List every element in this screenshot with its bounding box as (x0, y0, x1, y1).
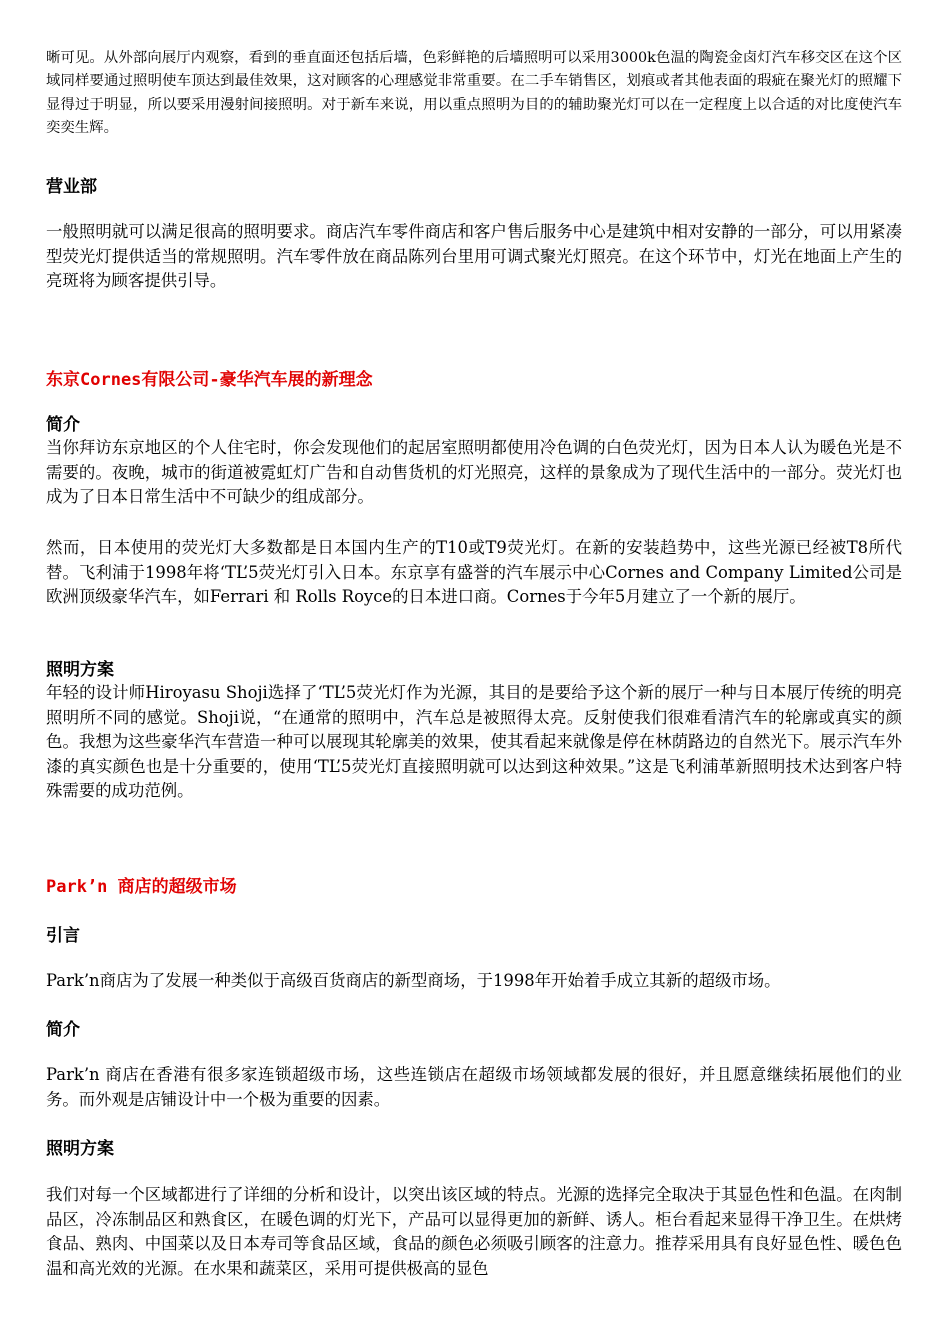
cornes-section-title: 东京Cornes有限公司-豪华汽车展的新理念 (46, 370, 373, 390)
parkn-section-title: Park’n 商店的超级市场 (46, 877, 237, 897)
cornes-lighting-heading: 照明方案 (46, 660, 114, 680)
parkn-intro-heading: 简介 (46, 1020, 80, 1040)
intro-paragraph: 晰可见。从外部向展厅内观察，看到的垂直面还包括后墙，色彩鲜艳的后墙照明可以采用3000k色温的陶瓷金卤灯汽车移交区在这个区域同样要通过照明使车顶达到最佳效果，这对顾客的心理感觉非常重要。在二手车销售区，划痕或者其他表面的瑕疵在聚光灯的照耀下显得过于明显，所以要采用漫射间接照明。对于新车来说，用以重点照明为目的的辅助聚光灯可以在一定程度上以合适的对比度使汽车奕奕生辉。 (46, 50, 902, 137)
cornes-intro-heading: 简介 (46, 415, 80, 435)
sales-dept-paragraph: 一般照明就可以满足很高的照明要求。商店汽车零件商店和客户售后服务中心是建筑中相对安静的一部分，可以用紧凑型荧光灯提供适当的常规照明。汽车零件放在商品陈列台里用可调式聚光灯照亮。在这个环节中，灯光在地面上产生的亮斑将为顾客提供引导。 (46, 222, 902, 291)
sales-dept-heading: 营业部 (46, 177, 97, 197)
parkn-intro-paragraph: Park’n 商店在香港有很多家连锁超级市场，这些连锁店在超级市场领域都发展的很好，并且愿意继续拓展他们的业务。而外观是店铺设计中一个极为重要的因素。 (46, 1065, 902, 1109)
parkn-lighting-heading: 照明方案 (46, 1139, 114, 1159)
parkn-lighting-paragraph: 我们对每一个区域都进行了详细的分析和设计，以突出该区域的特点。光源的选择完全取决于其显色性和色温。在肉制品区，冷冻制品区和熟食区，在暖色调的灯光下，产品可以显得更加的新鲜、诱人。柜台看起来显得干净卫生。在烘烤食品、熟肉、中国菜以及日本寿司等食品区域，食品的颜色必须吸引顾客的注意力。推荐采用具有良好显色性、暖色色温和高光效的光源。在水果和蔬菜区，采用可提供极高的显色 (46, 1185, 902, 1278)
cornes-intro-paragraph-2: 然而，日本使用的荧光灯大多数都是日本国内生产的T10或T9荧光灯。在新的安装趋势中，这些光源已经被T8所代替。飞利浦于1998年将‘TL’5荧光灯引入日本。东京享有盛誉的汽车展示中心Cornes and Company Limited公司是欧洲顶级豪华汽车，如Ferrari 和 Rolls Royce的日本进口商。Cornes于今年5月建立了一个新的展厅。 (46, 538, 902, 607)
cornes-lighting-paragraph: 年轻的设计师Hiroyasu Shoji选择了‘TL’5荧光灯作为光源，其目的是要给予这个新的展厅一种与日本展厅传统的明亮照明所不同的感觉。Shoji说，“在通常的照明中，汽车总是被照得太亮。反射使我们很难看清汽车的轮廓或真实的颜色。我想为这些豪华汽车营造一种可以展现其轮廓美的效果，使其看起来就像是停在林荫路边的自然光下。展示汽车外漆的真实颜色也是十分重要的，使用‘TL’5荧光灯直接照明就可以达到这种效果。”这是飞利浦革新照明技术达到客户特殊需要的成功范例。 (46, 683, 902, 801)
parkn-preface-heading: 引言 (46, 926, 80, 946)
parkn-preface-paragraph: Park’n商店为了发展一种类似于高级百货商店的新型商场，于1998年开始着手成立其新的超级市场。 (46, 971, 781, 990)
cornes-intro-paragraph-1: 当你拜访东京地区的个人住宅时，你会发现他们的起居室照明都使用冷色调的白色荧光灯，因为日本人认为暖色光是不需要的。夜晚，城市的街道被霓虹灯广告和自动售货机的灯光照亮，这样的景象成为了现代生活中的一部分。荧光灯也成为了日本日常生活中不可缺少的组成部分。 (46, 438, 902, 507)
